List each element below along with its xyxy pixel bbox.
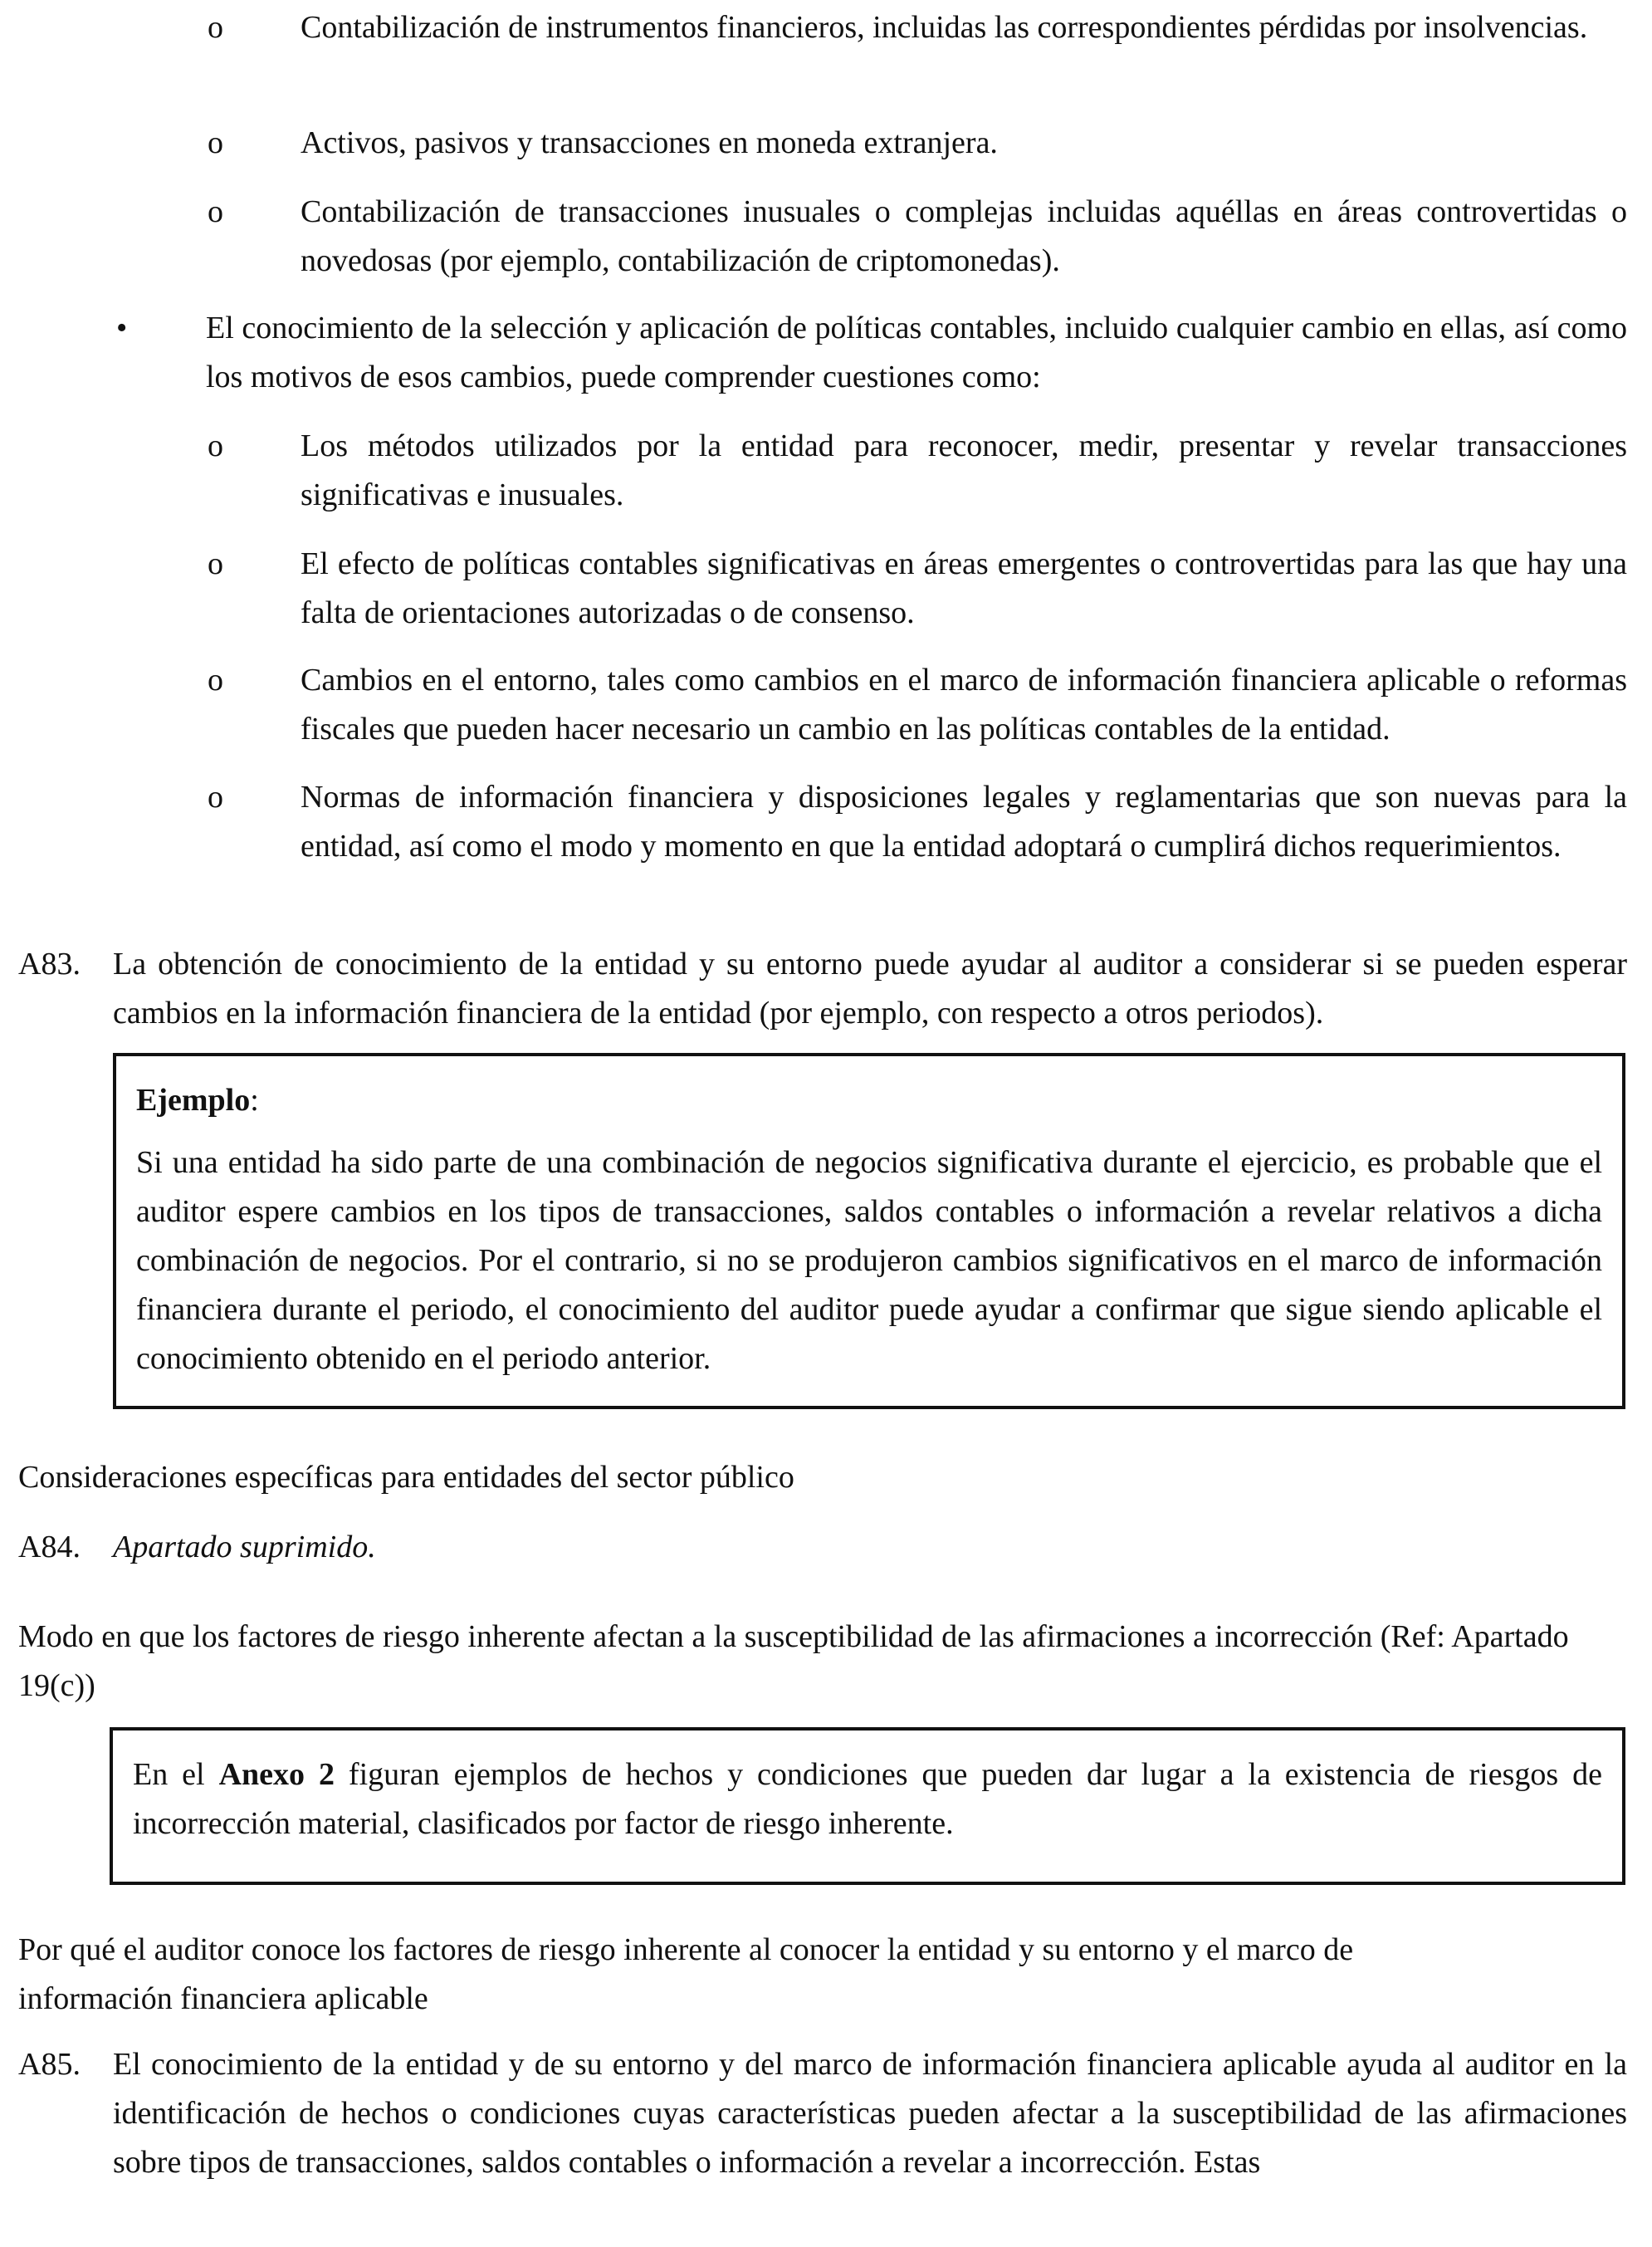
example-box: [113, 1053, 1625, 1409]
section-heading: Por qué el auditor conoce los factores de riesgo inherente al conocer la entidad y su entorno y el marco de información financiera aplicable: [18, 1932, 1354, 2016]
paragraph-text: Apartado suprimido.: [113, 1530, 376, 1564]
bullet-marker: •: [116, 311, 128, 345]
paragraph-text: La obtención de conocimiento de la entidad y su entorno puede ayudar al auditor a considerar si se pueden esperar cambios en la información financiera de la entidad (por ejemplo, con respecto a otros periodos).: [113, 947, 1627, 1030]
paragraph-text: El conocimiento de la entidad y de su entorno y del marco de información financiera aplicable ayuda al auditor en la identificación de hechos o condiciones cuyas características pueden afectar a la susceptibilidad de las afirmaciones sobre tipos de transacciones, saldos contables o información a revelar a incorrección. Estas: [113, 2047, 1627, 2180]
paragraph-number: A84.: [18, 1530, 81, 1564]
list-marker: o: [208, 194, 223, 229]
example-text: Si una entidad ha sido parte de una combinación de negocios significativa durante el ejercicio, es probable que el auditor espere cambios en los tipos de transacciones, saldos contables o información a revelar relativos a dicha combinación de negocios. Por el contrario, si no se produjeron cambios significativos en el marco de información financiera durante el periodo, el conocimiento del auditor puede ayudar a confirmar que sigue siendo aplicable el conocimiento obtenido en el periodo anterior.: [136, 1145, 1602, 1376]
section-heading: Consideraciones específicas para entidades del sector público: [18, 1460, 794, 1495]
list-marker: o: [208, 125, 223, 160]
list-marker: o: [208, 546, 223, 581]
bullet-text: El conocimiento de la selección y aplicación de políticas contables, incluido cualquier cambio en ellas, así como los motivos de esos cambios, puede comprender cuestiones como:: [206, 311, 1627, 394]
list-item: Activos, pasivos y transacciones en moneda extranjera.: [301, 125, 998, 160]
annex-box: [110, 1727, 1625, 1885]
list-marker: o: [208, 780, 223, 815]
list-item: Normas de información financiera y disposiciones legales y reglamentarias que son nuevas para la entidad, así como el modo y momento en que la entidad adoptará o cumplirá dichos requerimientos.: [301, 780, 1627, 864]
list-item: El efecto de políticas contables significativas en áreas emergentes o controvertidas para las que hay una falta de orientaciones autorizadas o de consenso.: [301, 546, 1627, 630]
list-item: Contabilización de transacciones inusuales o complejas incluidas aquéllas en áreas controvertidas o novedosas (por ejemplo, contabilización de criptomonedas).: [301, 194, 1627, 278]
list-item: Los métodos utilizados por la entidad para reconocer, medir, presentar y revelar transacciones significativas e inusuales.: [301, 428, 1627, 512]
section-heading: Modo en que los factores de riesgo inherente afectan a la susceptibilidad de las afirmaciones a incorrección (Ref: Apartado 19(c)): [18, 1619, 1569, 1703]
list-marker: o: [208, 10, 223, 45]
list-marker: o: [208, 428, 223, 463]
list-item: Cambios en el entorno, tales como cambios en el marco de información financiera aplicable o reformas fiscales que pueden hacer necesario un cambio en las políticas contables de la entidad.: [301, 663, 1627, 747]
list-item: Contabilización de instrumentos financieros, incluidas las correspondientes pérdidas por insolvencias.: [301, 10, 1588, 45]
example-title: Ejemplo:: [136, 1083, 259, 1118]
paragraph-number: A85.: [18, 2047, 81, 2082]
paragraph-number: A83.: [18, 947, 81, 982]
annex-text: En el Anexo 2 figuran ejemplos de hechos y condiciones que pueden dar lugar a la existencia de riesgos de incorrección material, clasificados por factor de riesgo inherente.: [133, 1757, 1602, 1841]
list-marker: o: [208, 663, 223, 698]
